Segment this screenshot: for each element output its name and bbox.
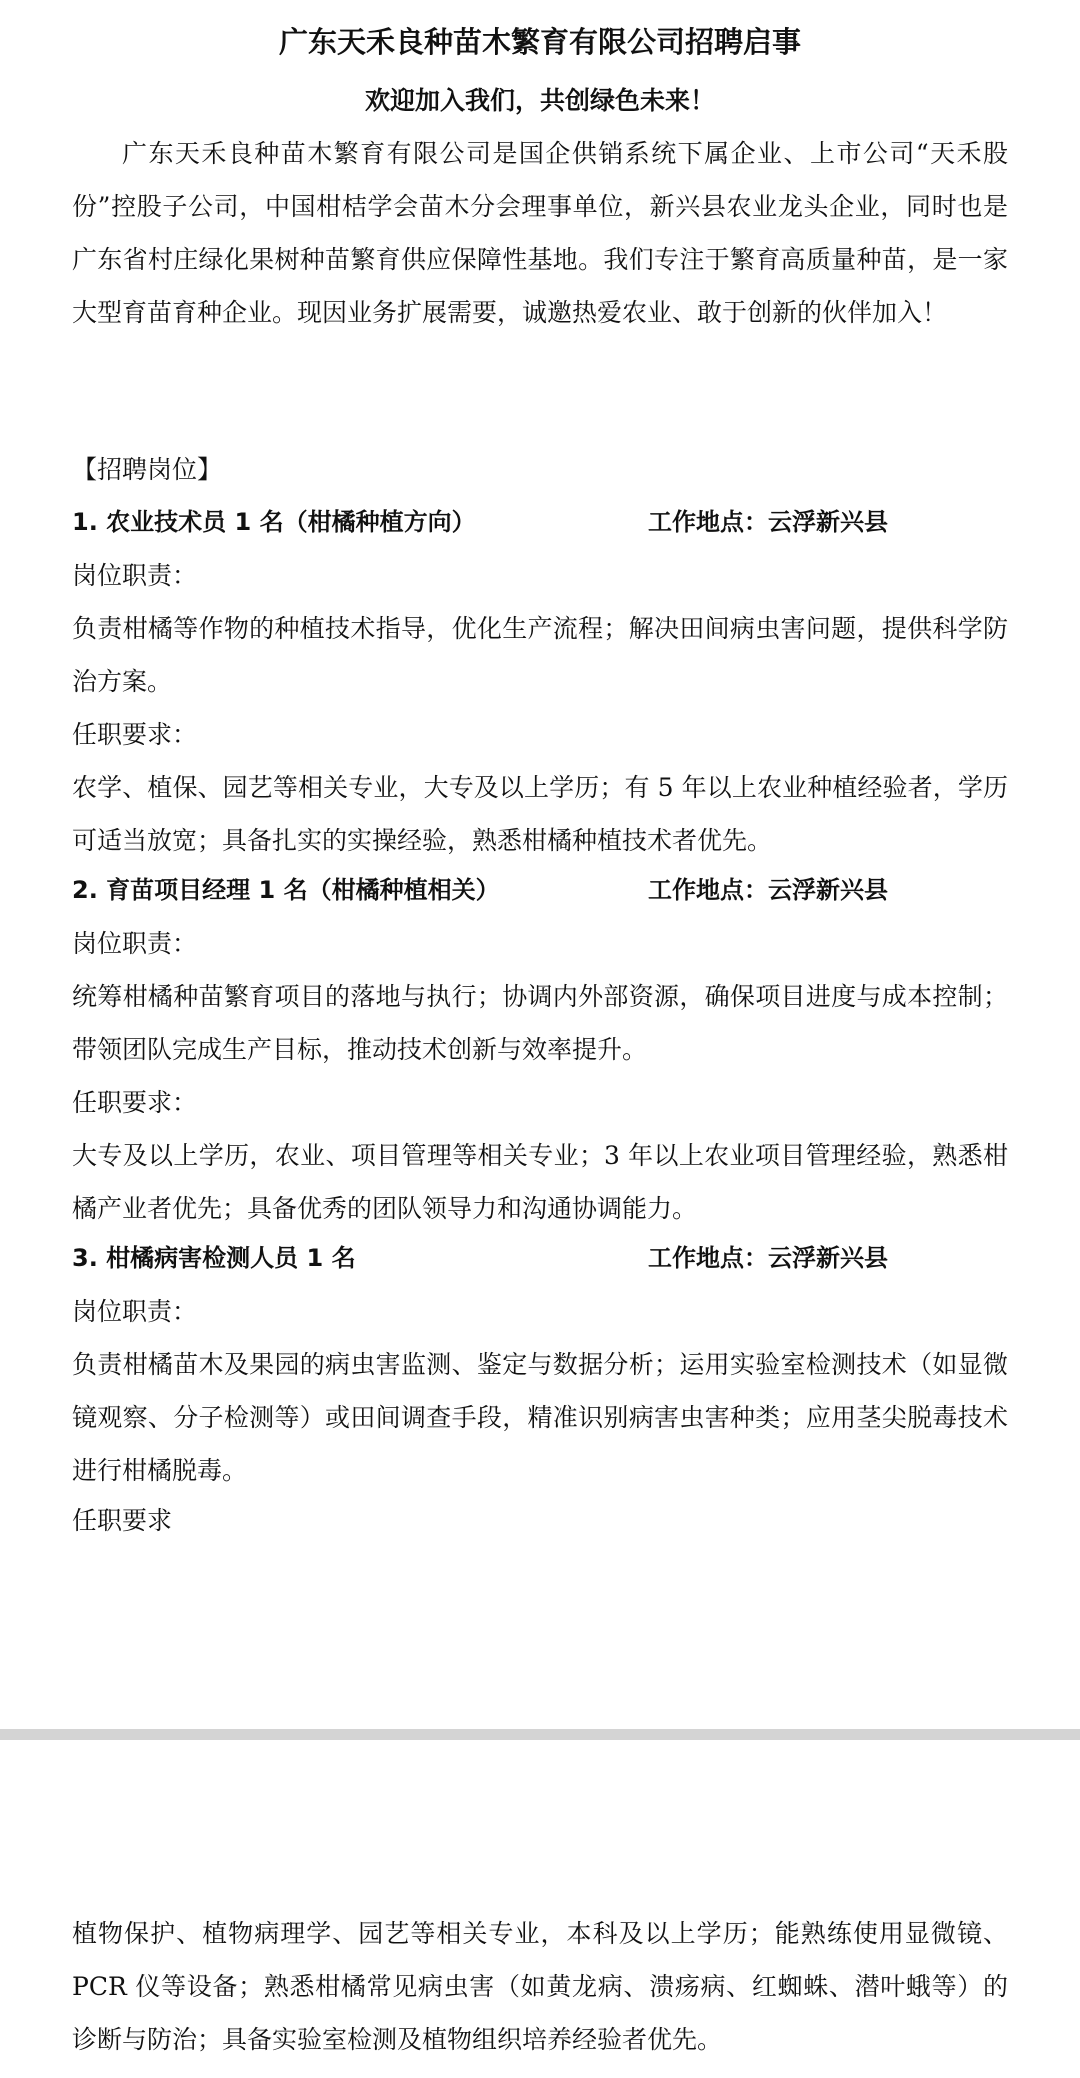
job-2-requirements-label: 任职要求：	[72, 1088, 198, 1117]
job-2-duties-label: 岗位职责：	[72, 929, 198, 958]
page-title: 广东天禾良种苗木繁育有限公司招聘启事	[278, 25, 801, 59]
job-1-location: 工作地点：云浮新兴县	[648, 508, 888, 536]
company-intro: 广东天禾良种苗木繁育有限公司是国企供销系统下属企业、上市公司“天禾股份”控股子公司，中国柑桔学会苗木分会理事单位，新兴县农业龙头企业，同时也是广东省村庄绿化果树种苗繁育供应保障性基地。我们专注于繁育高质量种苗，是一家大型育苗育种企业。现因业务扩展需要，诚邀热爱农业、敢于创新的伙伴加入！	[72, 139, 1008, 327]
job-3-heading: 3. 柑橘病害检测人员 1 名	[72, 1244, 356, 1272]
job-3-requirements: 植物保护、植物病理学、园艺等相关专业，本科及以上学历；能熟练使用显微镜、PCR 仪等设备；熟悉柑橘常见病虫害（如黄龙病、溃疡病、红蜘蛛、潜叶蛾等）的诊断与防治；具备实验室检测及植物组织培养经验者优先。	[72, 1919, 1008, 2054]
job-1-heading: 1. 农业技术员 1 名（柑橘种植方向）	[72, 508, 476, 536]
job-3-location: 工作地点：云浮新兴县	[648, 1244, 888, 1272]
job-1-requirements: 农学、植保、园艺等相关专业，大专及以上学历；有 5 年以上农业种植经验者，学历可适当放宽；具备扎实的实操经验，熟悉柑橘种植技术者优先。	[72, 773, 1008, 855]
job-2-requirements: 大专及以上学历，农业、项目管理等相关专业；3 年以上农业项目管理经验，熟悉柑橘产业者优先；具备优秀的团队领导力和沟通协调能力。	[72, 1141, 1008, 1223]
job-1-duties-label: 岗位职责：	[72, 561, 198, 590]
job-2-location: 工作地点：云浮新兴县	[648, 876, 888, 904]
job-3-duties-label: 岗位职责：	[72, 1297, 198, 1326]
job-3-duties: 负责柑橘苗木及果园的病虫害监测、鉴定与数据分析；运用实验室检测技术（如显微镜观察、分子检测等）或田间调查手段，精准识别病害虫害种类；应用茎尖脱毒技术进行柑橘脱毒。	[72, 1350, 1008, 1485]
page-subtitle: 欢迎加入我们，共创绿色未来！	[364, 86, 715, 115]
job-1-duties: 负责柑橘等作物的种植技术指导，优化生产流程；解决田间病虫害问题，提供科学防治方案。	[72, 614, 1008, 696]
job-1-requirements-label: 任职要求：	[72, 720, 198, 749]
job-3-requirements-label: 任职要求	[72, 1506, 173, 1535]
job-2-duties: 统筹柑橘种苗繁育项目的落地与执行；协调内外部资源，确保项目进度与成本控制；带领团队完成生产目标，推动技术创新与效率提升。	[72, 982, 1008, 1064]
page-break-divider	[0, 1729, 1080, 1740]
section-label: 【招聘岗位】	[72, 455, 223, 484]
job-2-heading: 2. 育苗项目经理 1 名（柑橘种植相关）	[72, 876, 500, 904]
